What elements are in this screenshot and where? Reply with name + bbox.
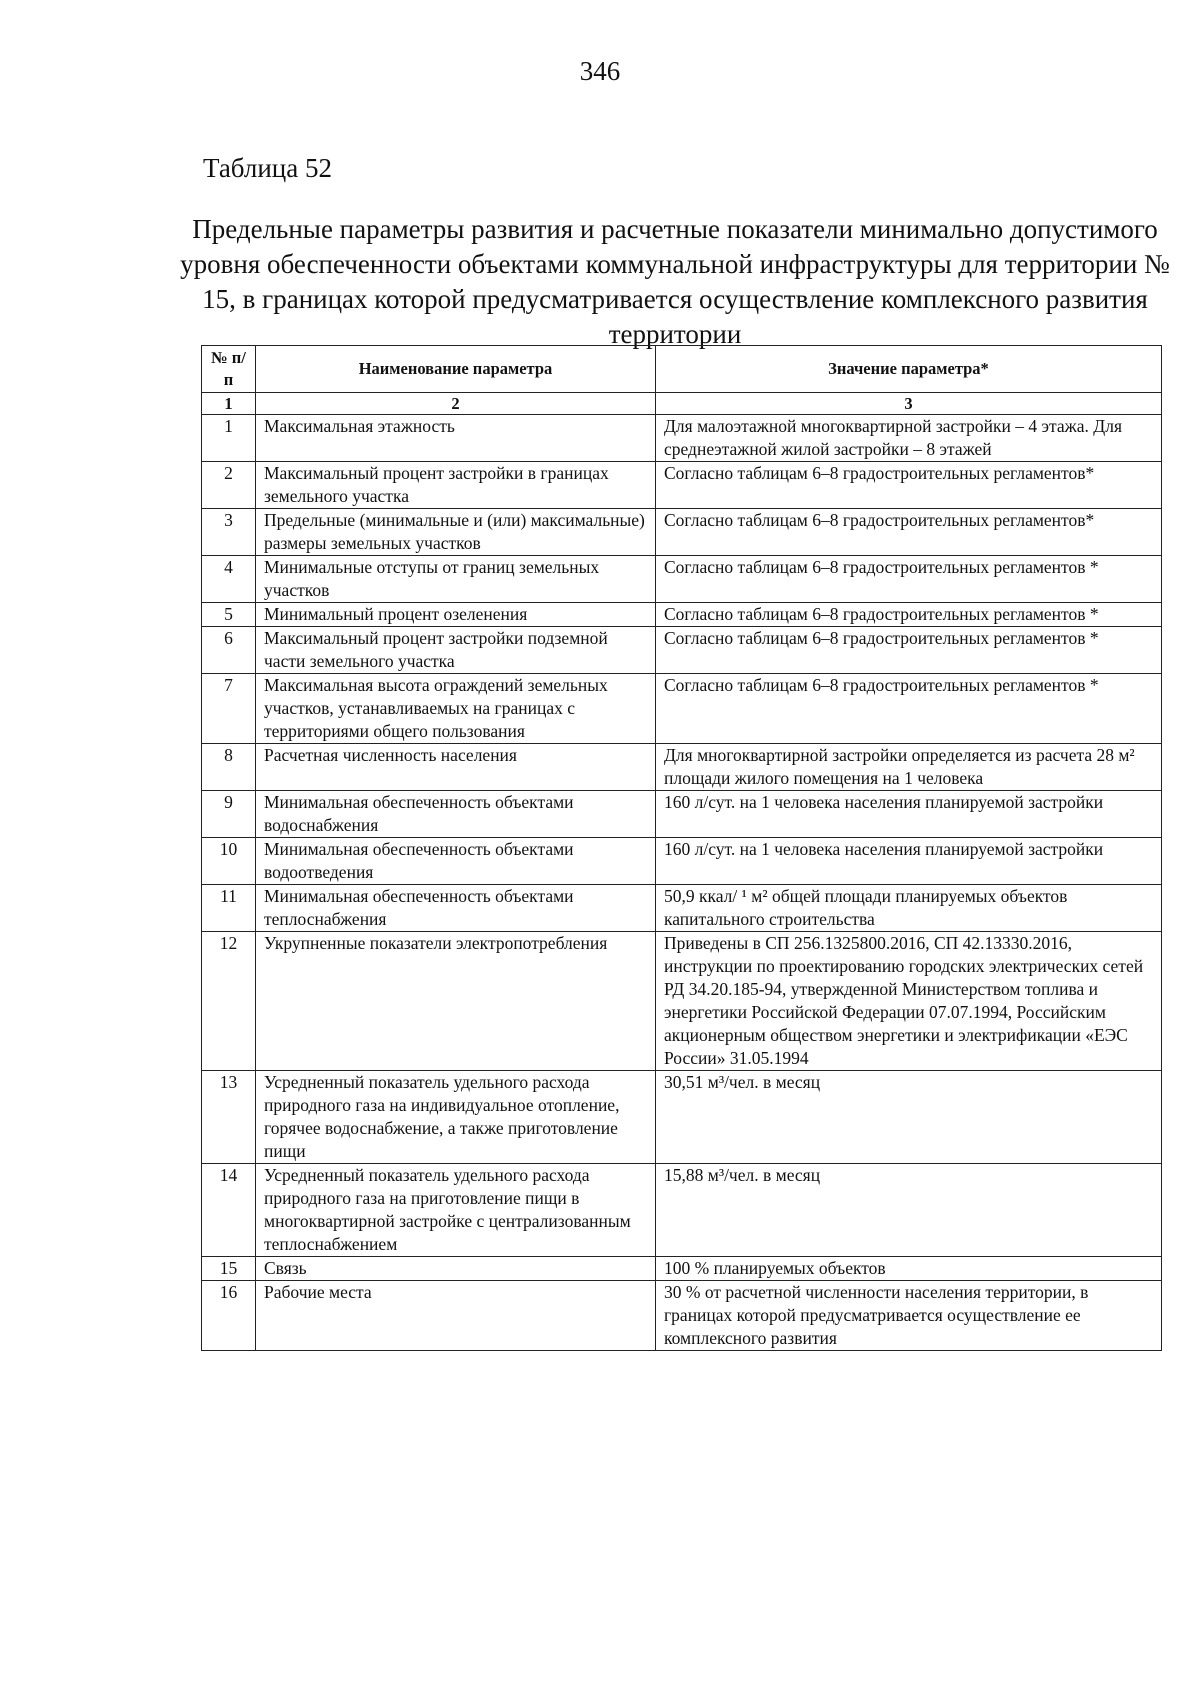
row-parameter-name: Минимальные отступы от границ земельных участков — [256, 556, 656, 603]
table-row — [202, 1164, 1162, 1257]
column-number-3: 3 — [656, 393, 1162, 415]
row-parameter-name: Максимальный процент застройки в границах земельного участка — [256, 462, 656, 509]
table-row — [202, 744, 1162, 791]
row-parameter-name: Максимальный процент застройки подземной части земельного участка — [256, 627, 656, 674]
header-parameter-value: Значение параметра* — [656, 346, 1162, 393]
table-row — [202, 932, 1162, 1071]
row-parameter-name: Минимальная обеспеченность объектами водоотведения — [256, 838, 656, 885]
page-number: 346 — [579, 56, 621, 86]
table-row — [202, 1071, 1162, 1164]
row-parameter-value: Приведены в СП 256.1325800.2016, СП 42.13330.2016, инструкции по проектированию городских электрических сетей РД 34.20.185-94, утвержденной Министерством топлива и энергетики Российской Федерации 07.07.1994, Российским акционерным обществом энергетики и электрификации «ЕЭС России» 31.05.1994 — [656, 932, 1162, 1071]
row-parameter-name: Рабочие места — [256, 1281, 656, 1351]
row-parameter-value: Согласно таблицам 6–8 градостроительных регламентов* — [656, 462, 1162, 509]
table-row — [202, 603, 1162, 627]
row-number: 15 — [202, 1257, 256, 1281]
row-parameter-value: Согласно таблицам 6–8 градостроительных регламентов * — [656, 603, 1162, 627]
row-parameter-name: Усредненный показатель удельного расхода природного газа на приготовление пищи в многоквартирной застройке с централизованным теплоснабжением — [256, 1164, 656, 1257]
table-row — [202, 674, 1162, 744]
row-parameter-name: Связь — [256, 1257, 656, 1281]
table-row — [202, 415, 1162, 462]
table-header-row — [202, 346, 1162, 393]
row-parameter-name: Усредненный показатель удельного расхода природного газа на индивидуальное отопление, горячее водоснабжение, а также приготовление пищи — [256, 1071, 656, 1164]
row-parameter-value: 160 л/сут. на 1 человека населения планируемой застройки — [656, 791, 1162, 838]
row-parameter-value: 50,9 ккал/ ¹ м² общей площади планируемых объектов капитального строительства — [656, 885, 1162, 932]
row-parameter-name: Минимальный процент озеленения — [256, 603, 656, 627]
row-number: 1 — [202, 415, 256, 462]
header-number: № п/п — [202, 346, 256, 393]
row-number: 12 — [202, 932, 256, 1071]
row-parameter-name: Расчетная численность населения — [256, 744, 656, 791]
row-parameter-name: Укрупненные показатели электропотребления — [256, 932, 656, 1071]
row-parameter-name: Максимальная высота ограждений земельных участков, устанавливаемых на границах с территориями общего пользования — [256, 674, 656, 744]
row-parameter-name: Максимальная этажность — [256, 415, 656, 462]
row-parameter-value: 30 % от расчетной численности населения территории, в границах которой предусматривается осуществление ее комплексного развития — [656, 1281, 1162, 1351]
column-number-row — [202, 393, 1162, 415]
row-parameter-value: Согласно таблицам 6–8 градостроительных регламентов * — [656, 556, 1162, 603]
column-number-1: 1 — [202, 393, 256, 415]
header-parameter-name: Наименование параметра — [256, 346, 656, 393]
table-row — [202, 627, 1162, 674]
column-number-2: 2 — [256, 393, 656, 415]
table-row — [202, 462, 1162, 509]
row-parameter-value: 15,88 м³/чел. в месяц — [656, 1164, 1162, 1257]
row-parameter-name: Минимальная обеспеченность объектами водоснабжения — [256, 791, 656, 838]
table-row — [202, 838, 1162, 885]
row-parameter-value: 100 % планируемых объектов — [656, 1257, 1162, 1281]
row-parameter-value: 160 л/сут. на 1 человека населения планируемой застройки — [656, 838, 1162, 885]
row-parameter-value: 30,51 м³/чел. в месяц — [656, 1071, 1162, 1164]
row-number: 3 — [202, 509, 256, 556]
table-row — [202, 1257, 1162, 1281]
row-parameter-value: Для многоквартирной застройки определяется из расчета 28 м² площади жилого помещения на 1 человека — [656, 744, 1162, 791]
row-number: 4 — [202, 556, 256, 603]
row-number: 13 — [202, 1071, 256, 1164]
row-number: 7 — [202, 674, 256, 744]
table-row — [202, 1281, 1162, 1351]
row-number: 9 — [202, 791, 256, 838]
row-parameter-value: Для малоэтажной многоквартирной застройки – 4 этажа. Для среднеэтажной жилой застройки – 8 этажей — [656, 415, 1162, 462]
table-row — [202, 509, 1162, 556]
row-parameter-name: Минимальная обеспеченность объектами теплоснабжения — [256, 885, 656, 932]
row-number: 10 — [202, 838, 256, 885]
row-parameter-value: Согласно таблицам 6–8 градостроительных регламентов * — [656, 627, 1162, 674]
parameters-table — [201, 345, 1162, 1351]
row-number: 14 — [202, 1164, 256, 1257]
table-row — [202, 556, 1162, 603]
row-number: 5 — [202, 603, 256, 627]
table-row — [202, 885, 1162, 932]
row-parameter-name: Предельные (минимальные и (или) максимальные) размеры земельных участков — [256, 509, 656, 556]
document-title: Предельные параметры развития и расчетные показатели минимально допустимого уровня обеспеченности объектами коммунальной инфраструктуры для территории № 15, в границах которой предусматривается осуществление комплексного развития территории — [180, 214, 1170, 349]
table-caption: Таблица 52 — [203, 153, 332, 183]
row-number: 2 — [202, 462, 256, 509]
row-number: 11 — [202, 885, 256, 932]
row-number: 6 — [202, 627, 256, 674]
table-row — [202, 791, 1162, 838]
row-parameter-value: Согласно таблицам 6–8 градостроительных регламентов * — [656, 674, 1162, 744]
row-number: 16 — [202, 1281, 256, 1351]
row-parameter-value: Согласно таблицам 6–8 градостроительных регламентов* — [656, 509, 1162, 556]
row-number: 8 — [202, 744, 256, 791]
